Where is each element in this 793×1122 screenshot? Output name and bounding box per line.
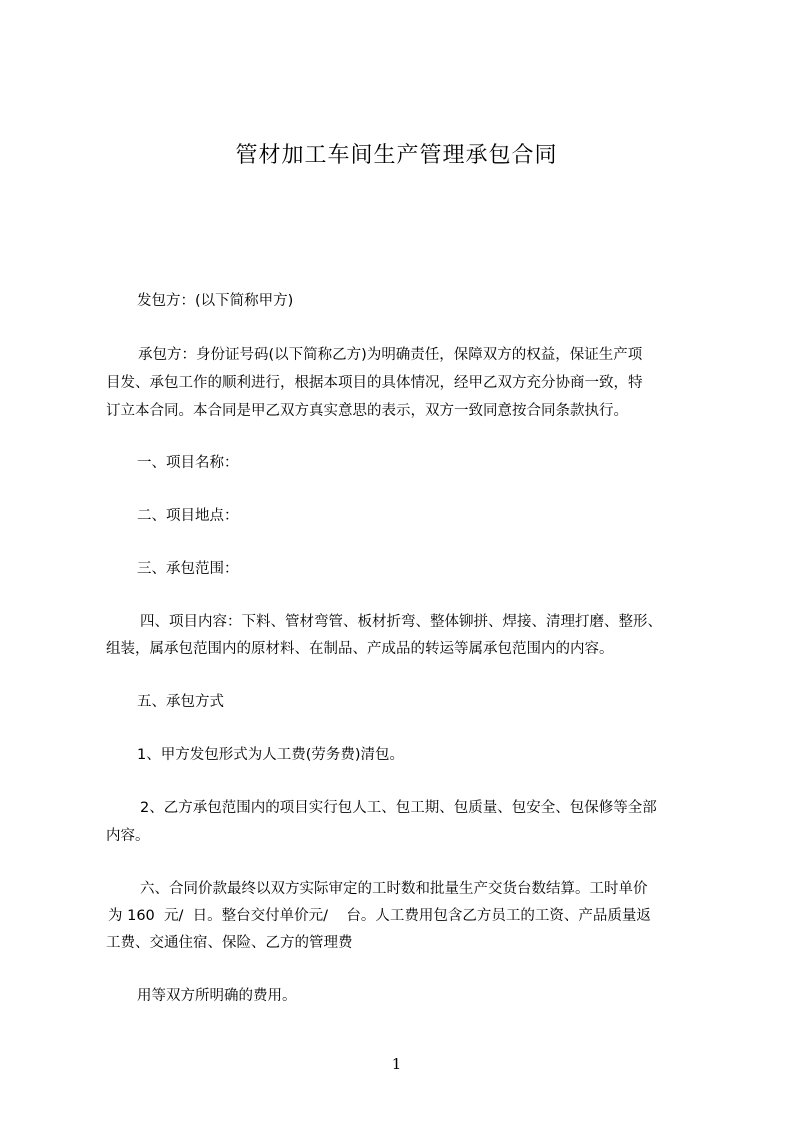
party-a-line: 发包方：(以下简称甲方)	[137, 293, 294, 309]
party-b-line-3: 订立本合同。本合同是甲乙双方真实意思的表示，双方一致同意按合同条款执行。	[106, 403, 628, 419]
item-3-contract-scope: 三、承包范围：	[137, 561, 239, 577]
item-6-tail: 用等双方所明确的费用。	[137, 988, 297, 1004]
item-5-1: 1、甲方发包形式为人工费(劳务费)清包。	[137, 747, 405, 763]
party-b-line-2: 目发、承包工作的顺利进行，根据本项目的具体情况，经甲乙双方充分协商一致，特	[106, 375, 643, 391]
item-5-heading: 五、承包方式	[137, 694, 224, 710]
item-5-2-line-2: 内容。	[106, 828, 150, 844]
item-6-line-2: 为 160 元/ 日。整台交付单价元/ 台。人工费用包含乙方员工的工资、产品质量返	[108, 908, 651, 924]
item-2-project-location: 二、项目地点：	[137, 508, 239, 524]
item-4-line-1: 四、项目内容：下料、管材弯管、板材折弯、整体铆拼、焊接、清理打磨、整形、	[140, 614, 662, 630]
page-number: 1	[391, 1055, 402, 1073]
item-6-line-3: 工费、交通住宿、保险、乙方的管理费	[106, 935, 353, 951]
item-4-line-2: 组装，属承包范围内的原材料、在制品、产成品的转运等属承包范围内的内容。	[106, 641, 614, 657]
page-title: 管材加工车间生产管理承包合同	[235, 143, 558, 168]
item-1-project-name: 一、项目名称：	[137, 455, 239, 471]
item-5-2-line-1: 2、乙方承包范围内的项目实行包人工、包工期、包质量、包安全、包保修等全部	[140, 800, 657, 816]
item-6-line-1: 六、合同价款最终以双方实际审定的工时数和批量生产交货台数结算。工时单价	[140, 881, 648, 897]
party-b-line-1: 承包方：身份证号码(以下简称乙方)为明确责任，保障双方的权益，保证生产项	[138, 347, 643, 363]
